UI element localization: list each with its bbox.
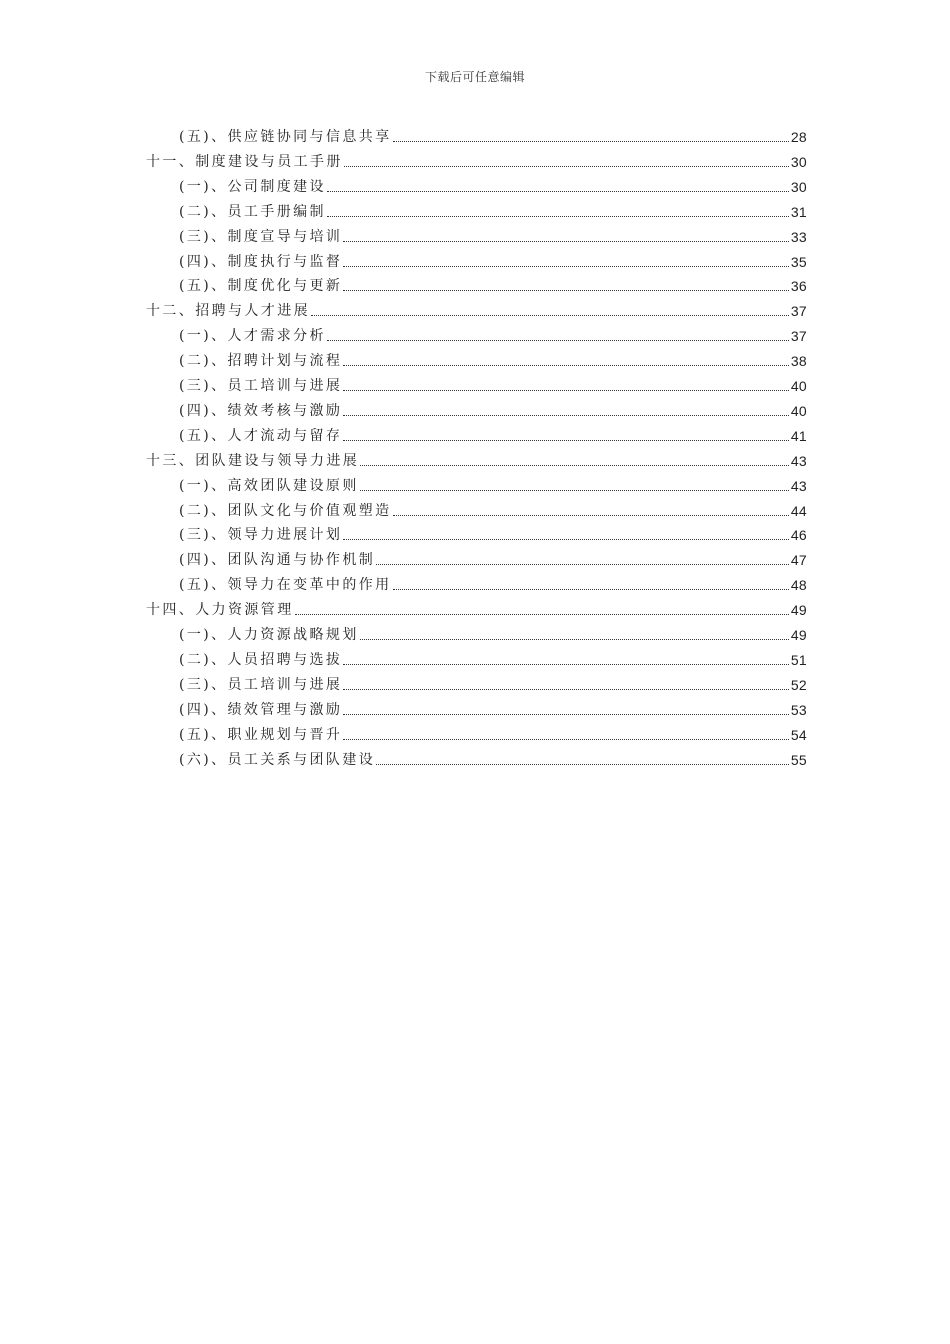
toc-entry-title: (一)、高效团队建设原则: [179, 477, 359, 494]
toc-page-number: 54: [790, 726, 807, 743]
toc-entry[interactable]: [179, 476, 807, 496]
toc-dot-leader: [343, 689, 788, 690]
toc-entry[interactable]: [179, 326, 807, 346]
toc-entry[interactable]: [179, 501, 807, 521]
toc-entry-title: (五)、制度优化与更新: [179, 278, 343, 295]
toc-entry[interactable]: [179, 376, 807, 396]
toc-dot-leader: [295, 614, 789, 615]
toc-dot-leader: [343, 266, 788, 267]
toc-page-number: 40: [790, 378, 807, 394]
toc-dot-leader: [344, 166, 789, 167]
toc-entry-title: (三)、员工培训与进展: [179, 378, 343, 394]
toc-entry[interactable]: [179, 625, 807, 645]
toc-page-number: 37: [790, 328, 807, 345]
toc-entry[interactable]: [179, 401, 807, 421]
toc-page-number: 43: [790, 452, 807, 469]
toc-entry-title: (四)、绩效管理与激励: [179, 701, 343, 718]
toc-entry[interactable]: [146, 152, 807, 172]
toc-entry-title: (三)、领导力进展计划: [179, 527, 343, 544]
toc-entry[interactable]: [179, 725, 807, 745]
toc-page-number: 43: [790, 477, 807, 494]
toc-page-number: 51: [790, 651, 807, 668]
toc-page-number: 49: [790, 627, 807, 643]
toc-entry-title: (五)、职业规划与晋升: [179, 726, 343, 743]
toc-entry[interactable]: [179, 675, 807, 695]
toc-entry[interactable]: [179, 426, 807, 446]
toc-dot-leader: [343, 440, 788, 441]
toc-entry[interactable]: [146, 301, 807, 321]
toc-entry[interactable]: [179, 202, 807, 222]
toc-page-number: 48: [790, 577, 807, 594]
toc-entry[interactable]: [179, 351, 807, 371]
toc-entry[interactable]: [179, 525, 807, 545]
toc-page-number: 40: [790, 402, 807, 419]
toc-entry-title: 十三、团队建设与领导力进展: [146, 452, 360, 469]
toc-page-number: 30: [790, 178, 807, 195]
toc-entry-title: (五)、人才流动与留存: [179, 427, 343, 444]
toc-dot-leader: [343, 739, 788, 740]
toc-page-number: 33: [790, 228, 807, 245]
toc-entry[interactable]: [179, 650, 807, 670]
toc-entry-title: (二)、员工手册编制: [179, 203, 326, 220]
toc-page-number: 47: [790, 552, 807, 569]
toc-entry-title: (四)、团队沟通与协作机制: [179, 552, 376, 569]
toc-dot-leader: [376, 764, 789, 765]
toc-dot-leader: [393, 515, 789, 516]
toc-dot-leader: [343, 290, 788, 291]
toc-dot-leader: [393, 141, 789, 142]
toc-entry-title: (四)、制度执行与监督: [179, 253, 343, 270]
toc-entry[interactable]: [179, 227, 807, 247]
toc-dot-leader: [327, 340, 789, 341]
toc-entry-title: 十四、人力资源管理: [146, 602, 294, 619]
toc-entry[interactable]: [179, 177, 807, 197]
page-header: 下载后可任意编辑: [424, 70, 525, 84]
toc-entry-title: (一)、人才需求分析: [179, 328, 326, 345]
toc-page-number: 38: [790, 353, 807, 370]
toc-dot-leader: [360, 639, 789, 640]
toc-dot-leader: [311, 315, 789, 316]
toc-entry[interactable]: [179, 276, 807, 296]
toc-dot-leader: [376, 564, 789, 565]
toc-page-number: 55: [790, 751, 807, 768]
toc-entry-title: (五)、领导力在变革中的作用: [179, 577, 392, 594]
toc-entry-title: (三)、员工培训与进展: [179, 676, 343, 693]
toc-page-number: 30: [790, 153, 807, 170]
toc-dot-leader: [343, 714, 788, 715]
toc-dot-leader: [327, 216, 789, 217]
toc-dot-leader: [343, 390, 788, 391]
toc-entry[interactable]: [179, 750, 807, 770]
toc-page-number: 44: [790, 502, 807, 519]
toc-entry[interactable]: [179, 550, 807, 570]
toc-page-number: 37: [790, 303, 807, 320]
toc-entry[interactable]: [146, 600, 807, 620]
toc-dot-leader: [343, 365, 788, 366]
toc-dot-leader: [343, 415, 788, 416]
toc-page-number: 41: [790, 427, 807, 444]
toc-page-number: 52: [790, 676, 807, 693]
toc-dot-leader: [327, 191, 789, 192]
toc-dot-leader: [360, 490, 789, 491]
toc-entry[interactable]: [146, 451, 807, 471]
toc-dot-leader: [343, 241, 788, 242]
toc-page-number: 36: [790, 278, 807, 295]
toc-entry-title: 十二、招聘与人才进展: [146, 303, 310, 320]
toc-page-number: 31: [790, 203, 807, 220]
toc-entry[interactable]: [179, 700, 807, 720]
toc-entry[interactable]: [179, 127, 807, 147]
toc-page-number: 49: [790, 602, 807, 619]
toc-entry-title: (二)、团队文化与价值观塑造: [179, 502, 392, 519]
toc-dot-leader: [393, 589, 789, 590]
toc-dot-leader: [360, 465, 789, 466]
toc-entry-title: 十一、制度建设与员工手册: [146, 153, 343, 170]
toc-page-number: 46: [790, 527, 807, 544]
toc-entry[interactable]: [179, 252, 807, 272]
toc-entry[interactable]: [179, 575, 807, 595]
toc-dot-leader: [343, 539, 788, 540]
toc-entry-title: (二)、招聘计划与流程: [179, 353, 343, 370]
toc-entry-title: (六)、员工关系与团队建设: [179, 751, 376, 768]
toc-page-number: 35: [790, 253, 807, 270]
toc-page-number: 53: [790, 701, 807, 718]
toc-dot-leader: [343, 664, 788, 665]
toc-entry-title: (二)、人员招聘与选拔: [179, 651, 343, 668]
toc-entry-title: (一)、人力资源战略规划: [179, 627, 359, 643]
toc-entry-title: (一)、公司制度建设: [179, 178, 326, 195]
toc-entry-title: (四)、绩效考核与激励: [179, 402, 343, 419]
toc-entry-title: (五)、供应链协同与信息共享: [179, 129, 392, 145]
toc-entry-title: (三)、制度宣导与培训: [179, 228, 343, 245]
toc-page-number: 28: [790, 129, 807, 145]
